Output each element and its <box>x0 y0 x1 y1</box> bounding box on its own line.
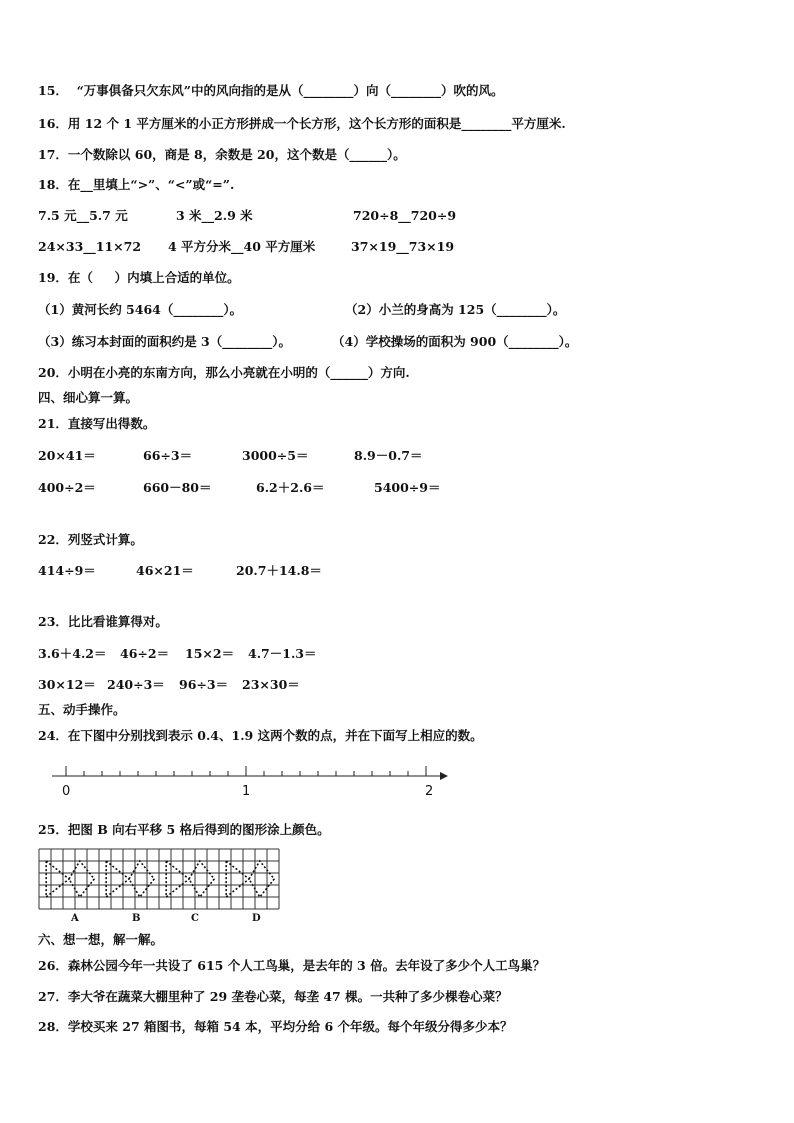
section-6-heading: 六、想一想，解一解。 <box>38 932 164 947</box>
calc-item: 20×41＝ <box>38 448 96 463</box>
number-line-label-1: 1 <box>242 784 251 799</box>
question-25: 25．把图 B 向右平移 5 格后得到的图形涂上颜色。 <box>38 822 330 837</box>
compare-item: 7.5 元__5.7 元 <box>38 208 128 223</box>
calc-item: 400÷2＝ <box>38 480 96 495</box>
number-line-label-2: 2 <box>425 784 434 799</box>
calc-item: 66÷3＝ <box>143 448 193 463</box>
calc-item: 46÷2＝ <box>120 646 170 661</box>
grid-label-b: B <box>132 913 141 924</box>
compare-item: 37×19__73×19 <box>351 239 455 254</box>
compare-item: 4 平方分米__40 平方厘米 <box>168 239 316 254</box>
calc-item: 414÷9＝ <box>38 563 96 578</box>
question-19-1: （1）黄河长约 5464（________）。 <box>38 302 243 317</box>
number-line-ticks <box>66 766 426 776</box>
question-19: 19．在（ ）内填上合适的单位。 <box>38 270 240 285</box>
section-4-heading: 四、细心算一算。 <box>38 390 139 405</box>
question-17: 17．一个数除以 60，商是 8，余数是 20，这个数是（______）。 <box>38 147 406 162</box>
question-23: 23．比比看谁算得对。 <box>38 614 168 629</box>
question-27: 27．李大爷在蔬菜大棚里种了 29 垄卷心菜，每垄 47 棵。一共种了多少棵卷心菜？ <box>38 989 508 1004</box>
square-grid <box>38 848 282 912</box>
question-18: 18．在__里填上“>”、“<”或“=”. <box>38 177 235 192</box>
grid-label-a: A <box>71 913 79 924</box>
calc-item: 3.6＋4.2＝ <box>38 646 107 661</box>
grid-lines <box>39 849 279 909</box>
calc-item: 5400÷9＝ <box>374 480 441 495</box>
calc-item: 30×12＝ <box>38 677 96 692</box>
calc-item: 3000÷5＝ <box>242 448 309 463</box>
calc-item: 96÷3＝ <box>179 677 229 692</box>
question-19-2: （2）小兰的身高为 125（________）。 <box>345 302 566 317</box>
compare-item: 24×33__11×72 <box>38 239 142 254</box>
question-20: 20．小明在小亮的东南方向，那么小亮就在小明的（______）方向. <box>38 365 410 380</box>
calc-item: 4.7－1.3＝ <box>248 646 317 661</box>
question-28: 28．学校买来 27 箱图书，每箱 54 本，平均分给 6 个年级。每个年级分得多少本？ <box>38 1019 513 1034</box>
question-19-4: （4）学校操场的面积为 900（________）。 <box>332 334 578 349</box>
question-15: 15． “万事俱备只欠东风”中的风向指的是从（________）向（________）吹的风。 <box>38 83 504 98</box>
compare-item: 720÷8__720÷9 <box>353 208 457 223</box>
question-16: 16．用 12 个 1 平方厘米的小正方形拼成一个长方形，这个长方形的面积是________平方厘米. <box>38 116 566 131</box>
question-21: 21．直接写出得数。 <box>38 416 156 431</box>
section-5-heading: 五、动手操作。 <box>38 702 126 717</box>
grid-shapes <box>46 861 274 897</box>
grid-label-d: D <box>252 913 261 924</box>
calc-item: 240÷3＝ <box>107 677 165 692</box>
calc-item: 15×2＝ <box>185 646 235 661</box>
question-19-3: （3）练习本封面的面积约是 3（________）。 <box>38 334 291 349</box>
calc-item: 8.9－0.7＝ <box>354 448 423 463</box>
number-line <box>52 760 452 784</box>
number-line-label-0: 0 <box>62 784 71 799</box>
question-22: 22．列竖式计算。 <box>38 532 143 547</box>
question-24: 24．在下图中分别找到表示 0.4、1.9 这两个数的点，并在下面写上相应的数。 <box>38 728 483 743</box>
compare-item: 3 米__2.9 米 <box>176 208 253 223</box>
calc-item: 660－80＝ <box>143 480 212 495</box>
question-26: 26．森林公园今年一共设了 615 个人工鸟巢，是去年的 3 倍。去年设了多少个人工鸟巢？ <box>38 958 546 973</box>
grid-label-c: C <box>191 913 199 924</box>
arrow-head-icon <box>440 772 448 780</box>
calc-item: 20.7＋14.8＝ <box>236 563 322 578</box>
calc-item: 6.2＋2.6＝ <box>256 480 325 495</box>
calc-item: 46×21＝ <box>136 563 194 578</box>
calc-item: 23×30＝ <box>242 677 300 692</box>
